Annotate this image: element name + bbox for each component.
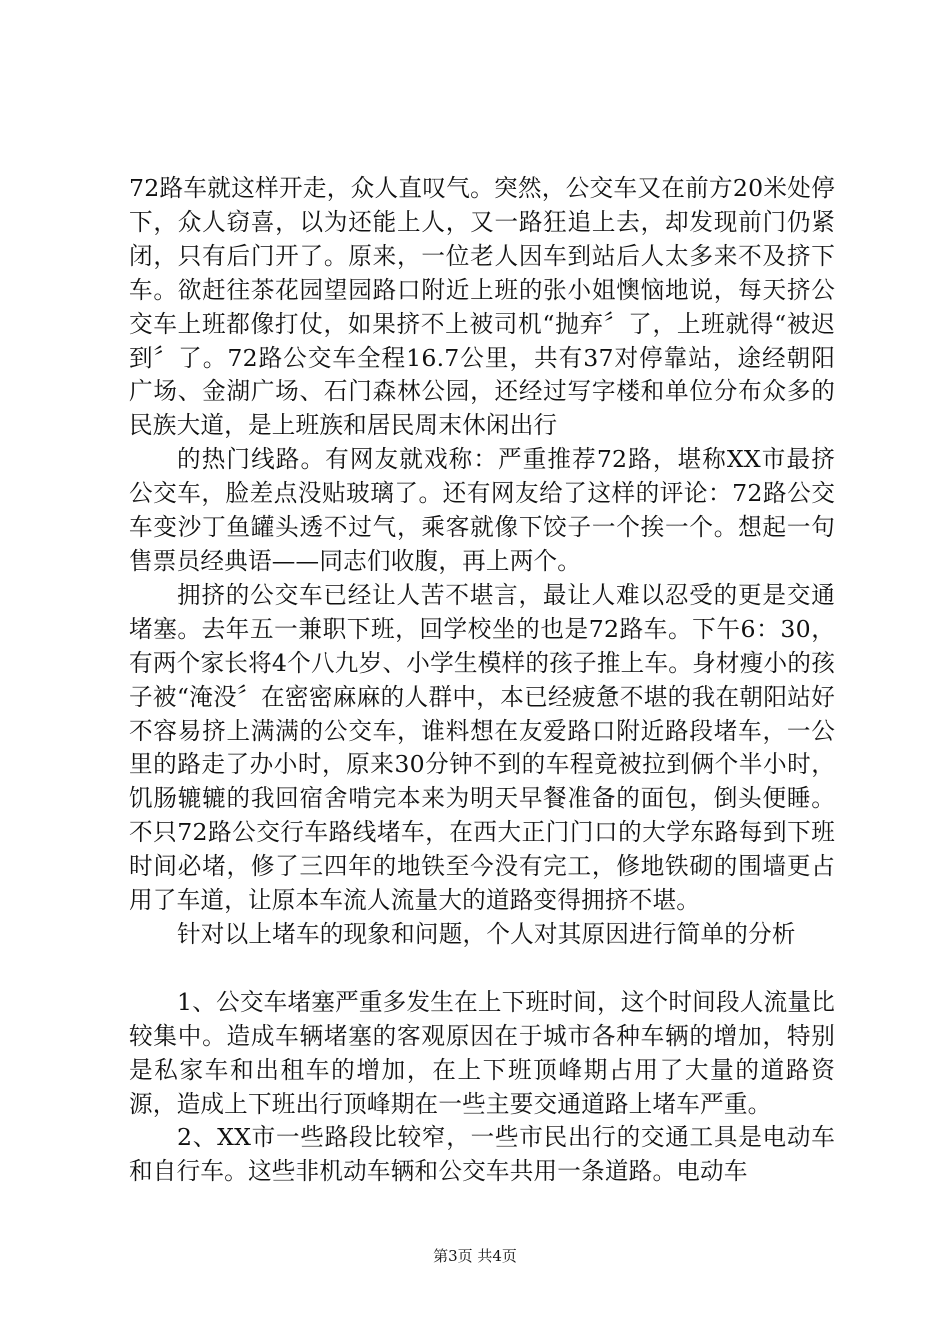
paragraph-2: 的热门线路。有网友就戏称：严重推荐72路，堪称XX市最挤公交车，脸差点没贴玻璃了。还有网友给了这样的评论：72路公交车变沙丁鱼罐头透不过气，乘客就像下饺子一个挨一个。想起一句售票员经典语——同志们收腹，再上两个。 xyxy=(129,445,835,575)
page-number-footer: 第3页 共4页 xyxy=(433,1247,517,1265)
paragraph-1: 72路车就这样开走，众人直叹气。突然，公交车又在前方20米处停下，众人窃喜，以为还能上人，又一路狂追上去，却发现前门仍紧闭，只有后门开了。原来，一位老人因车到站后人太多来不及挤下车。欲赶往茶花园望园路口附近上班的张小姐懊恼地说，每天挤公交车上班都像打仗，如果挤不上被司机“抛弃〞了，上班就得“被迟到〞了。72路公交车全程16.7公里，共有37对停靠站，途经朝阳广场、金湖广场、石门森林公园，还经过写字楼和单位分布众多的民族大道，是上班族和居民周末休闲出行 xyxy=(129,174,835,440)
document-body xyxy=(129,172,835,1189)
paragraph-4: 针对以上堵车的现象和问题，个人对其原因进行简单的分析 xyxy=(177,919,796,948)
paragraph-6: 2、XX市一些路段比较窄，一些市民出行的交通工具是电动车和自行车。这些非机动车辆和公交车共用一条道路。电动车 xyxy=(129,1123,835,1186)
paragraph-3: 拥挤的公交车已经让人苦不堪言，最让人难以忍受的更是交通堵塞。去年五一兼职下班，回学校坐的也是72路车。下午6：30，有两个家长将4个八九岁、小学生模样的孩子推上车。身材瘦小的孩子被“淹没〞在密密麻麻的人群中，本已经疲惫不堪的我在朝阳站好不容易挤上满满的公交车，谁料想在友爱路口附近路段堵车，一公里的路走了办小时，原来30分钟不到的车程竟被拉到俩个半小时，饥肠辘辘的我回宿舍啃完本来为明天早餐准备的面包，倒头便睡。不只72路公交行车路线堵车，在西大正门门口的大学东路每到下班时间必堵，修了三四年的地铁至今没有完工，修地铁砌的围墙更占用了车道，让原本车流人流量大的道路变得拥挤不堪。 xyxy=(129,580,835,915)
paragraph-5: 1、公交车堵塞严重多发生在上下班时间，这个时间段人流量比较集中。造成车辆堵塞的客观原因在于城市各种车辆的增加，特别是私家车和出租车的增加，在上下班顶峰期占用了大量的道路资源，造成上下班出行顶峰期在一些主要交通道路上堵车严重。 xyxy=(129,987,835,1118)
